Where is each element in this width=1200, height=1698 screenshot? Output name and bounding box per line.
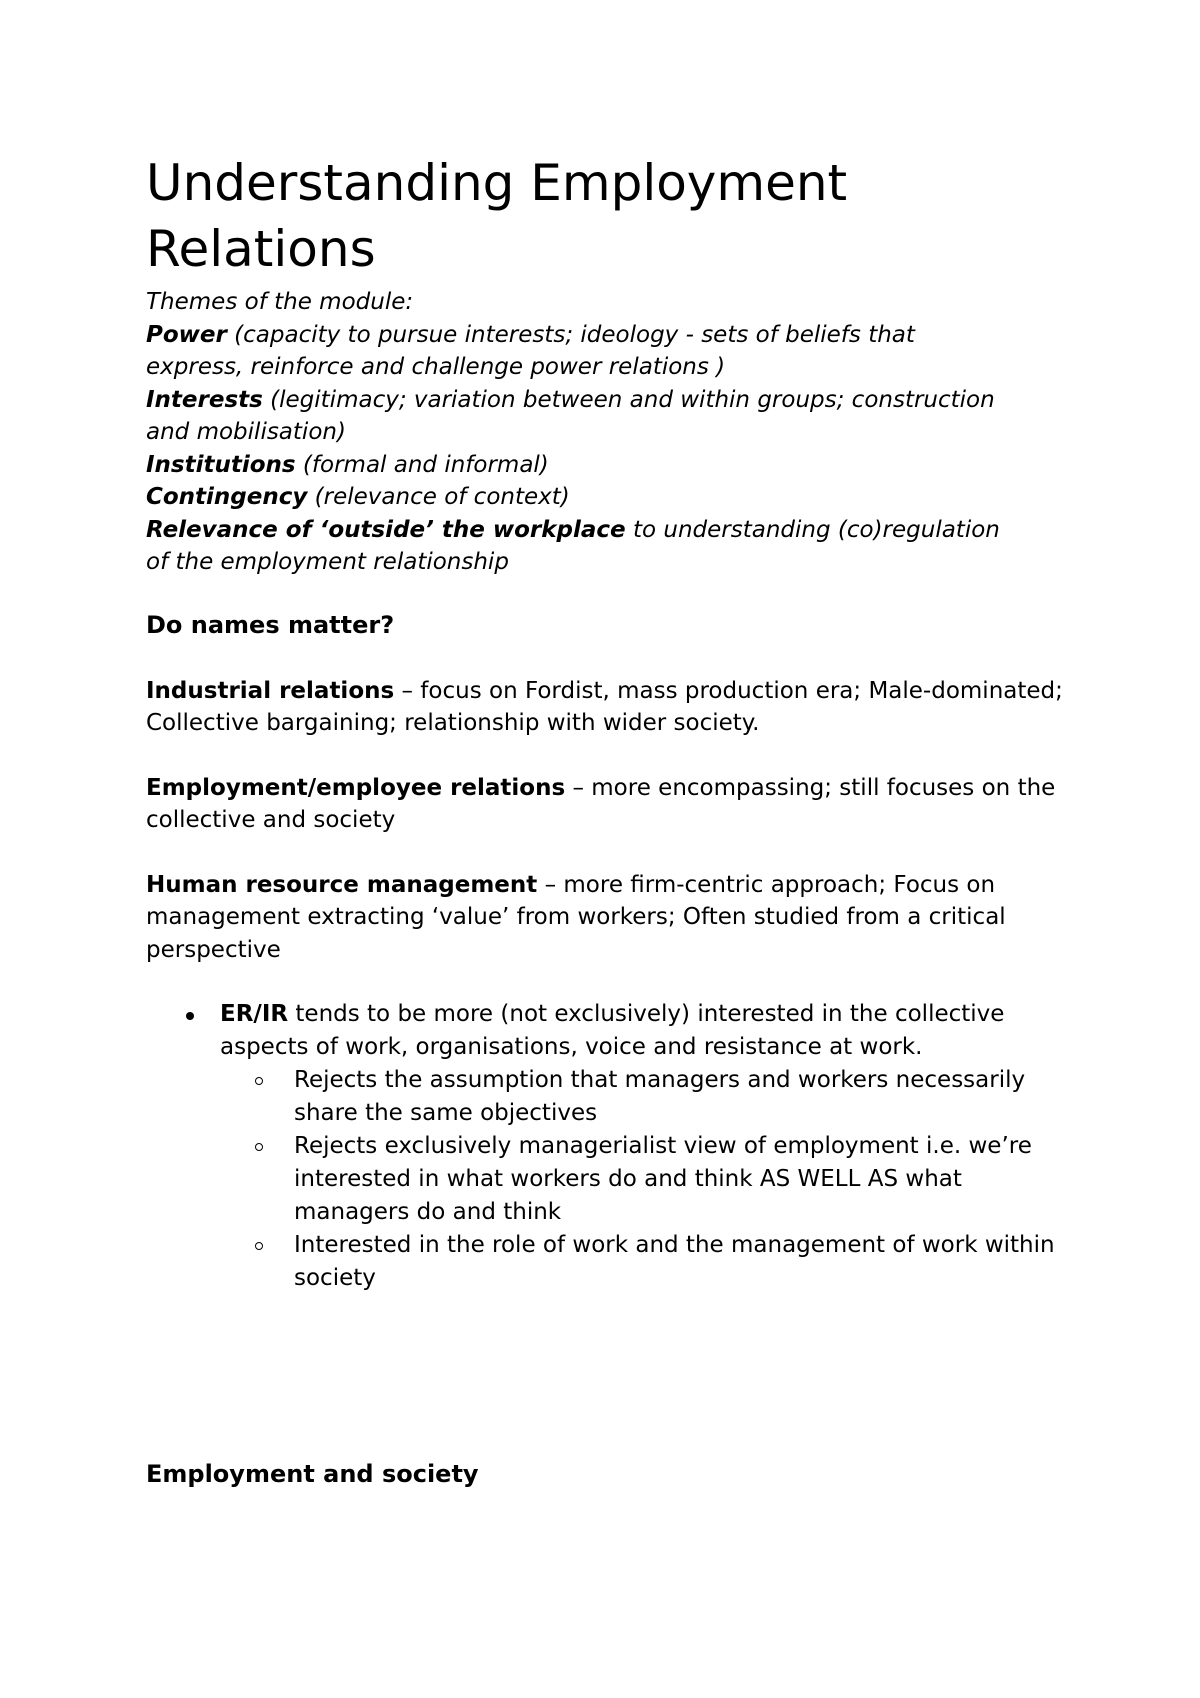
- theme-term: Relevance of ‘outside’ the workplace: [146, 516, 626, 543]
- bullet-text: tends to be more (not exclusively) interested in the collective aspects of work, organisations, voice and resistance at work.: [220, 1001, 1005, 1060]
- list-item: [146, 998, 1076, 1295]
- theme-term: Contingency: [146, 484, 308, 510]
- list-item: [220, 1064, 1076, 1130]
- section-heading-names: Do names matter?: [146, 610, 395, 639]
- themes-block: [146, 286, 1076, 579]
- theme-item-power-cont: express, reinforce and challenge power relations ): [146, 354, 726, 380]
- paragraph-employment-relations: [146, 772, 1076, 837]
- bullet-term: ER/IR: [220, 1001, 289, 1027]
- theme-text: (formal and informal): [295, 451, 549, 478]
- paragraph-term: Industrial relations: [146, 677, 395, 704]
- theme-item-relevance: [146, 514, 1076, 547]
- section-heading-employment-society: Employment and society: [146, 1460, 479, 1488]
- theme-term: Interests: [146, 386, 263, 413]
- hollow-bullet-icon: [255, 1077, 263, 1085]
- paragraph-hrm: [146, 869, 1076, 967]
- document-title: [146, 150, 1076, 282]
- theme-item-institutions: [146, 449, 1076, 482]
- theme-item-interests-cont: and mobilisation): [146, 419, 346, 445]
- paragraph-term: Employment/employee relations: [146, 774, 566, 801]
- paragraph-text: – focus on Fordist, mass production era; Male-dominated; Collective bargaining; relationship with wider society.: [146, 677, 1063, 736]
- themes-intro: Themes of the module:: [146, 289, 414, 315]
- hollow-bullet-icon: [255, 1242, 263, 1250]
- sub-list: [220, 1064, 1076, 1295]
- title-line-2: Relations: [146, 220, 376, 278]
- sub-item-text: Rejects the assumption that managers and workers necessarily share the same objectives: [294, 1067, 1026, 1126]
- list-item: [220, 1229, 1076, 1295]
- theme-text: (relevance of context): [307, 484, 570, 510]
- theme-item-relevance-cont: of the employment relationship: [146, 549, 509, 575]
- hollow-bullet-icon: [255, 1143, 263, 1151]
- list-item: [220, 1130, 1076, 1229]
- theme-term: Institutions: [146, 451, 296, 478]
- theme-text: to understanding (co)regulation: [625, 516, 1000, 543]
- document-content: [146, 150, 1076, 1295]
- paragraph-text: – more firm-centric approach; Focus on management extracting ‘value’ from workers; Often studied from a critical perspective: [146, 871, 1006, 963]
- theme-term: Power: [146, 321, 227, 348]
- paragraph-text: – more encompassing; still focuses on the collective and society: [146, 774, 1056, 833]
- theme-item-contingency: [146, 481, 1076, 514]
- paragraph-term: Human resource management: [146, 871, 538, 898]
- sub-item-text: Interested in the role of work and the management of work within society: [294, 1232, 1055, 1291]
- sub-item-text: Rejects exclusively managerialist view of employment i.e. we’re interested in what workers do and think AS WELL AS what managers do and think: [294, 1133, 1032, 1225]
- theme-text: (legitimacy; variation between and within groups; construction: [262, 386, 995, 413]
- theme-text: (capacity to pursue interests; ideology - sets of beliefs that: [226, 321, 915, 348]
- theme-item-interests: [146, 384, 1076, 417]
- bullet-list: [146, 998, 1076, 1295]
- title-line-1: Understanding Employment: [146, 154, 848, 212]
- bullet-icon: [186, 1012, 194, 1020]
- theme-item-power: [146, 319, 1076, 352]
- paragraph-industrial-relations: [146, 675, 1076, 740]
